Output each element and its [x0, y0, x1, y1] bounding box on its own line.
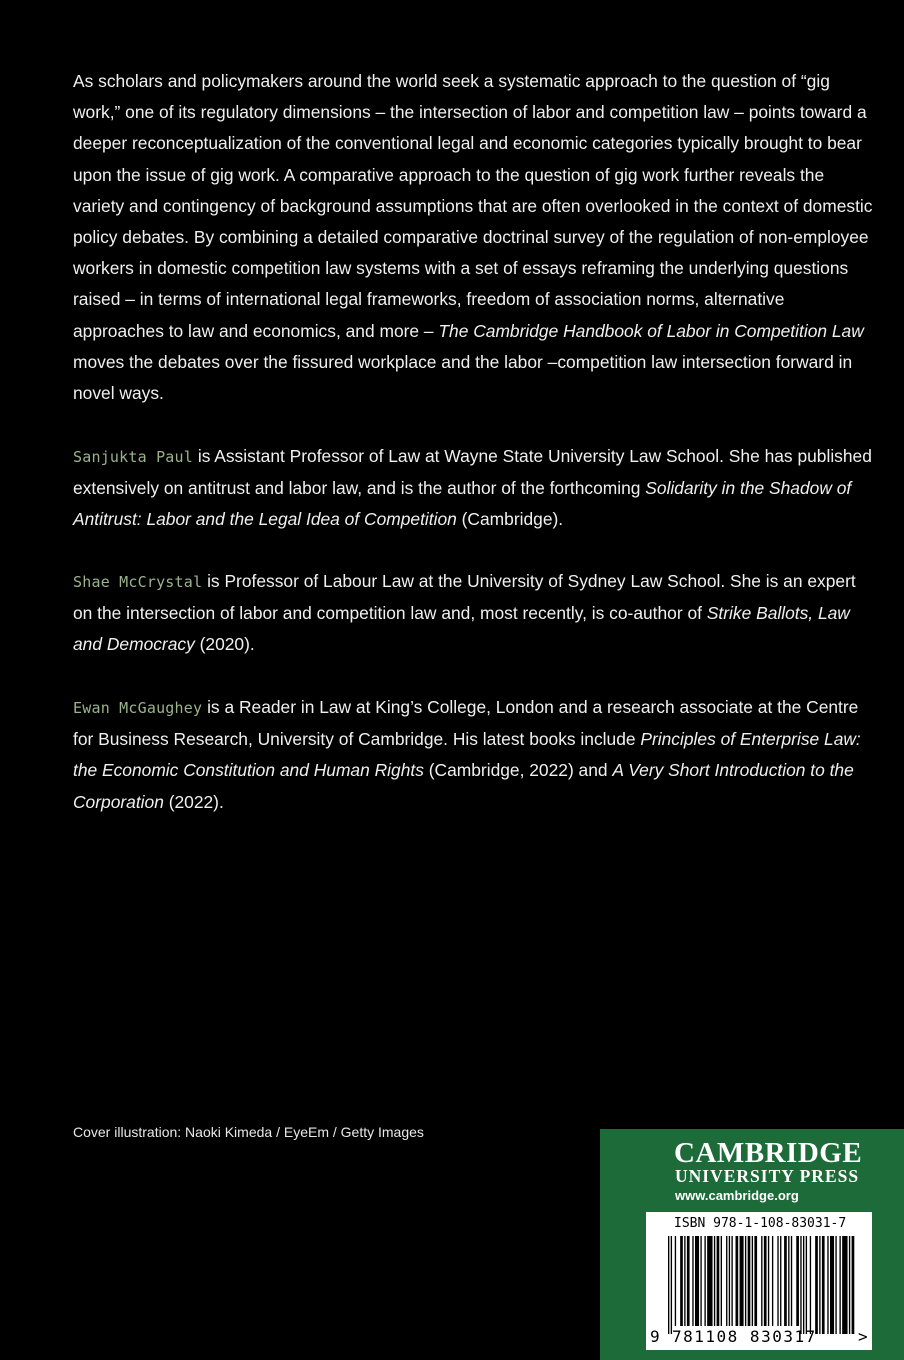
- barcode-bar: [740, 1236, 744, 1326]
- bio-text: is Assistant Professor of Law at Wayne State University Law School. She has published extensively on antitrust and labor law, and is the author of the forthcoming: [73, 446, 872, 499]
- isbn-label: ISBN 978-1-108-83031-7: [674, 1216, 847, 1231]
- barcode-bar: [704, 1236, 705, 1326]
- barcode-bar: [671, 1236, 672, 1334]
- barcode-bar: [745, 1236, 746, 1326]
- blurb-book-title: The Cambridge Handbook of Labor in Competition Law: [438, 320, 864, 341]
- barcode-bar: [736, 1236, 739, 1326]
- barcode-bar: [680, 1236, 683, 1326]
- barcode-bar: [849, 1236, 850, 1334]
- barcode-bar: [726, 1236, 727, 1326]
- barcode-bar: [835, 1236, 836, 1334]
- barcode-bar: [806, 1236, 807, 1334]
- barcode-bar: [796, 1236, 799, 1326]
- barcode-bar: [684, 1236, 685, 1326]
- barcode-digits: 781108 830317: [672, 1327, 817, 1346]
- publisher-logo-name: CAMBRIDGE: [674, 1137, 863, 1169]
- bio-book-title: Principles of Enterprise Law: the Economic Constitution and Human Rights: [73, 729, 861, 781]
- barcode-bar: [768, 1236, 769, 1326]
- bio-book-title-2: A Very Short Introduction to the Corporation: [73, 760, 854, 812]
- barcode-bar: [748, 1236, 751, 1326]
- barcode-bar: [721, 1236, 722, 1326]
- bio-text: (Cambridge, 2022) and: [423, 760, 613, 781]
- author-bio-paul: [73, 441, 879, 536]
- bio-text: is Professor of Labour Law at the University of Sydney Law School. She is an expert on the intersection of labor and competition law and, most recently, is co-author of: [73, 571, 856, 624]
- barcode-bar: [815, 1236, 818, 1334]
- publisher-logo-press: UNIVERSITY PRESS: [675, 1166, 860, 1186]
- barcode-bar: [687, 1236, 690, 1326]
- barcode-digit-first: 9: [650, 1327, 660, 1346]
- barcode-bar: [784, 1236, 787, 1326]
- barcode-bar: [791, 1236, 792, 1326]
- cover-credit: Cover illustration: Naoki Kimeda / EyeEm / Getty Images: [73, 1124, 424, 1140]
- barcode-bar: [707, 1236, 712, 1326]
- barcode-bar: [717, 1236, 720, 1326]
- barcode-bar: [752, 1236, 753, 1326]
- bio-text: is a Reader in Law at King’s College, London and a research associate at the Centre for Business Research, University of Cambridge. His latest books include: [73, 697, 859, 750]
- publisher-url: www.cambridge.org: [675, 1188, 799, 1203]
- isbn-barcode: [646, 1212, 872, 1350]
- bio-text: (Cambridge).: [456, 509, 564, 530]
- barcode-bar: [800, 1236, 801, 1334]
- publisher-panel: [600, 1129, 904, 1360]
- barcode-bar: [839, 1236, 840, 1334]
- blurb-text-2: moves the debates over the fissured workplace and the labor –competition law intersection forward in novel ways.: [73, 351, 853, 404]
- barcode-bar: [695, 1236, 699, 1326]
- barcode-bar: [772, 1236, 773, 1326]
- bio-book-title: Strike Ballots, Law and Democracy: [73, 603, 850, 655]
- barcode-bar: [788, 1236, 789, 1326]
- barcode-bar: [827, 1236, 828, 1334]
- author-name: Ewan McGaughey: [73, 699, 203, 717]
- barcode-bar: [668, 1236, 669, 1334]
- bio-book-title: Solidarity in the Shadow of Antitrust: Labor and the Legal Idea of Competition: [73, 478, 852, 530]
- barcode-bar: [803, 1236, 804, 1334]
- author-name: Shae McCrystal: [73, 573, 203, 591]
- barcode-bar: [731, 1236, 732, 1326]
- barcode-bar: [754, 1236, 757, 1326]
- barcode-bar: [780, 1236, 781, 1326]
- bio-text: (2020).: [194, 634, 255, 655]
- back-cover-blurb: [73, 66, 879, 409]
- barcode-bar: [852, 1236, 855, 1334]
- barcode-bar: [842, 1236, 847, 1334]
- barcode-bar: [675, 1236, 676, 1326]
- barcode-bar: [830, 1236, 834, 1334]
- barcode-bar: [761, 1236, 762, 1326]
- barcode-bar: [819, 1236, 820, 1334]
- author-bio-mccrystal: [73, 566, 879, 661]
- barcode-bar: [810, 1236, 811, 1334]
- barcode-bar: [714, 1236, 715, 1326]
- barcode-chevron: >: [858, 1327, 868, 1346]
- barcode-bar: [700, 1236, 701, 1326]
- bio-text: (2022).: [163, 791, 224, 812]
- barcode-bar: [822, 1236, 825, 1334]
- barcode-bar: [777, 1236, 778, 1326]
- barcode-bar: [729, 1236, 730, 1326]
- blurb-text-1: As scholars and policymakers around the world seek a systematic approach to the question of “gig work,” one of its regulatory dimensions – the intersection of labor and competition law – points toward a deeper reconceptualization of the conventional legal and economic categories typically brought to bear upon the issue of gig work. A comparative approach to the question of gig work further reveals the variety and contingency of background assumptions that are often overlooked in the context of domestic policy debates. By combining a detailed comparative doctrinal survey of the regulation of non-employee workers in domestic competition law systems with a set of essays reframing the underlying questions raised – in terms of international legal frameworks, freedom of association norms, alternative approaches to law and economics, and more –: [73, 71, 873, 341]
- author-bio-mcgaughey: [73, 692, 879, 818]
- barcode-bar: [692, 1236, 693, 1326]
- author-name: Sanjukta Paul: [73, 448, 193, 466]
- barcode-bar: [764, 1236, 767, 1326]
